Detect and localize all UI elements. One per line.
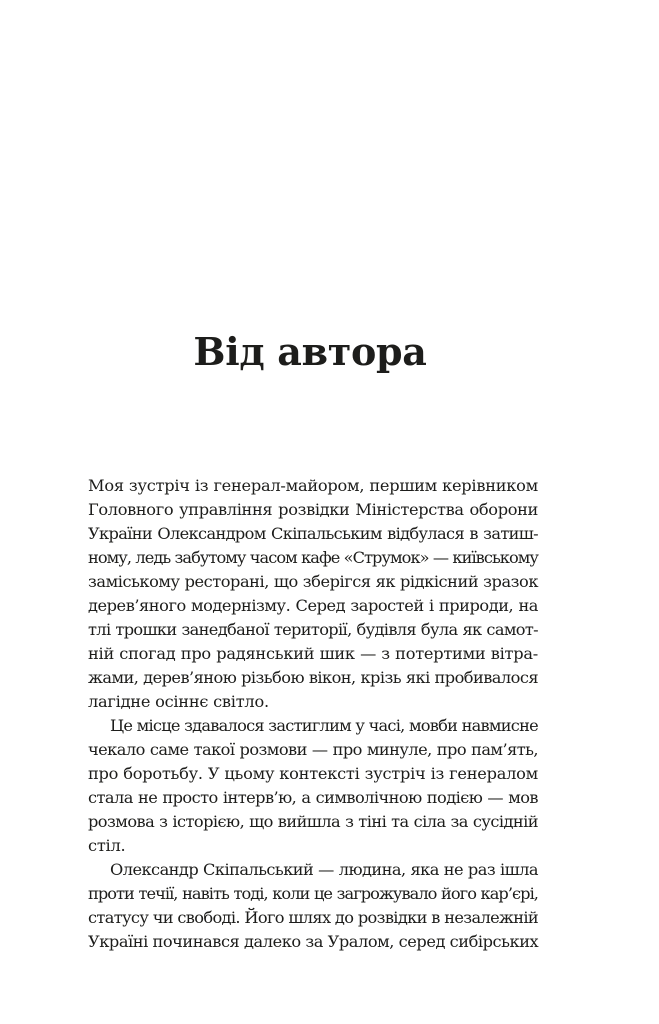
paragraph-1: [88, 474, 538, 714]
paragraph-2: [88, 714, 538, 858]
text-line: України Олександром Скіпальським відбулася в затиш-: [88, 524, 538, 543]
text-line: ній спогад про радянський шик — з потертими вітра-: [88, 644, 538, 663]
text-line: лагідне осіннє світло.: [88, 692, 269, 711]
text-line: чекало саме такої розмови — про минуле, про пам’ять,: [88, 740, 538, 759]
text-line: Головного управління розвідки Міністерства оборони: [88, 500, 538, 519]
text-line: Україні починався далеко за Уралом, серед сибірських: [88, 932, 539, 951]
text-line: проти течії, навіть тоді, коли це загрожувало його кар’єрі,: [88, 884, 538, 903]
text-line: жами, дерев’яною різьбою вікон, крізь які пробивалося: [88, 668, 538, 687]
text-line: Це місце здавалося застиглим у часі, мовби навмисне: [110, 716, 538, 735]
text-line: розмова з історією, що вийшла з тіні та сіла за сусідній: [88, 812, 538, 831]
text-line: ному, ледь забутому часом кафе «Струмок» — київському: [88, 548, 538, 567]
text-line: статусу чи свободі. Його шлях до розвідки в незалежній: [88, 908, 539, 927]
text-line: про боротьбу. У цьому контексті зустріч із генералом: [88, 764, 538, 783]
paragraph-3: [88, 858, 538, 954]
text-line: заміському ресторані, що зберігся як рідкісний зразок: [88, 572, 538, 591]
body-text: [88, 474, 538, 954]
text-line: Олександр Скіпальський — людина, яка не раз ішла: [110, 860, 538, 879]
text-line: тлі трошки занедбаної території, будівля була як самот-: [88, 620, 538, 639]
text-line: стала не просто інтерв’ю, а символічною подією — мов: [88, 788, 538, 807]
text-line: стіл.: [88, 836, 126, 855]
text-line: Моя зустріч із генерал-майором, першим керівником: [88, 476, 538, 495]
text-line: дерев’яного модернізму. Серед заростей і природи, на: [88, 596, 538, 615]
chapter-title: Від автора: [193, 329, 427, 374]
